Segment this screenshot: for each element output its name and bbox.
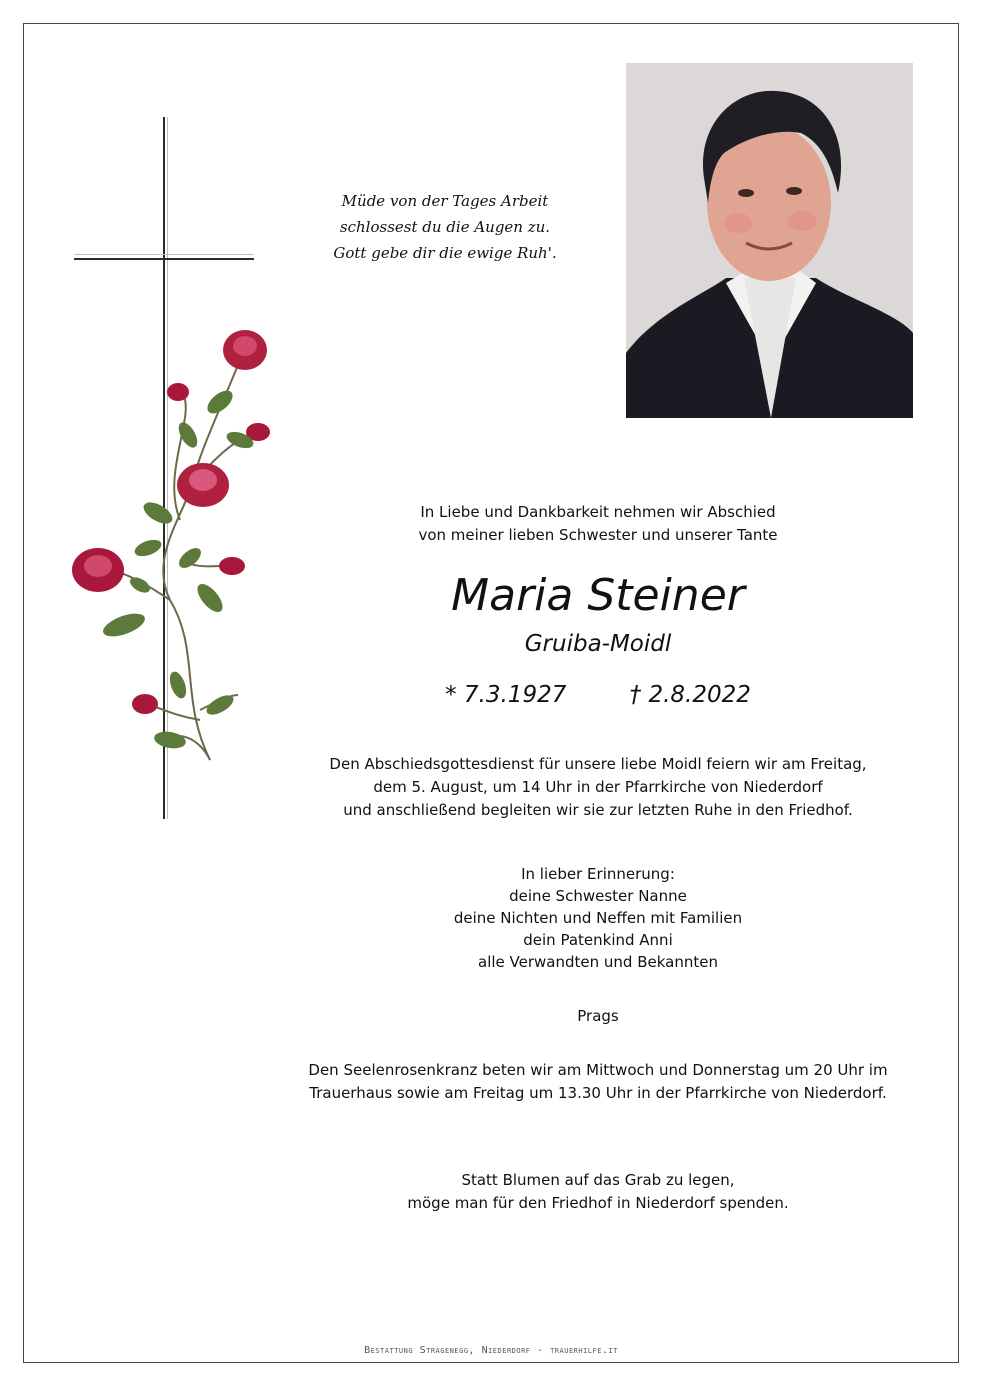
cross-horizontal-highlight <box>74 254 254 255</box>
donation-note <box>280 1169 916 1215</box>
intro-line: In Liebe und Dankbarkeit nehmen wir Abschied <box>420 503 776 521</box>
roses-illustration <box>60 320 280 770</box>
service-line: dem 5. August, um 14 Uhr in der Pfarrkirche von Niederdorf <box>373 778 823 796</box>
mourner-line: dein Patenkind Anni <box>523 931 673 949</box>
funeral-service-text <box>280 753 916 822</box>
verse-line: Müde von der Tages Arbeit <box>341 192 549 210</box>
mourner-line: deine Nichten und Neffen mit Familien <box>453 909 743 927</box>
rosary-line: Trauerhaus sowie am Freitag um 13.30 Uhr in der Pfarrkirche von Niederdorf. <box>309 1084 887 1102</box>
cross-horizontal-beam <box>74 258 254 260</box>
deceased-nickname: Gruiba-Moidl <box>524 631 672 657</box>
portrait-photo <box>626 63 913 418</box>
life-dates <box>280 678 916 712</box>
rosary-line: Den Seelenrosenkranz beten wir am Mittwoch und Donnerstag um 20 Uhr im <box>308 1061 888 1079</box>
footer-credit: Bestattung Stragenegg, Niederdorf - trauerhilfe.it <box>364 1345 618 1356</box>
deceased-name: Maria Steiner <box>451 570 745 621</box>
intro-line: von meiner lieben Schwester und unserer Tante <box>418 526 778 544</box>
mourners-list <box>280 863 916 973</box>
service-line: Den Abschiedsgottesdienst für unsere liebe Moidl feiern wir am Freitag, <box>329 755 867 773</box>
death-date: † 2.8.2022 <box>629 682 751 708</box>
verse-line: Gott gebe dir die ewige Ruh'. <box>333 244 557 262</box>
memorial-verse <box>310 188 580 266</box>
mourner-line: alle Verwandten und Bekannten <box>478 953 718 971</box>
donation-line: möge man für den Friedhof in Niederdorf spenden. <box>407 1194 789 1212</box>
intro-text <box>280 501 916 547</box>
birth-date: * 7.3.1927 <box>445 682 567 708</box>
mourner-line: deine Schwester Nanne <box>509 887 687 905</box>
rosary-text <box>280 1059 916 1105</box>
verse-line: schlossest du die Augen zu. <box>339 218 551 236</box>
donation-line: Statt Blumen auf das Grab zu legen, <box>461 1171 735 1189</box>
mourners-heading: In lieber Erinnerung: <box>521 865 675 883</box>
place-name: Prags <box>577 1007 619 1025</box>
service-line: und anschließend begleiten wir sie zur letzten Ruhe in den Friedhof. <box>343 801 853 819</box>
